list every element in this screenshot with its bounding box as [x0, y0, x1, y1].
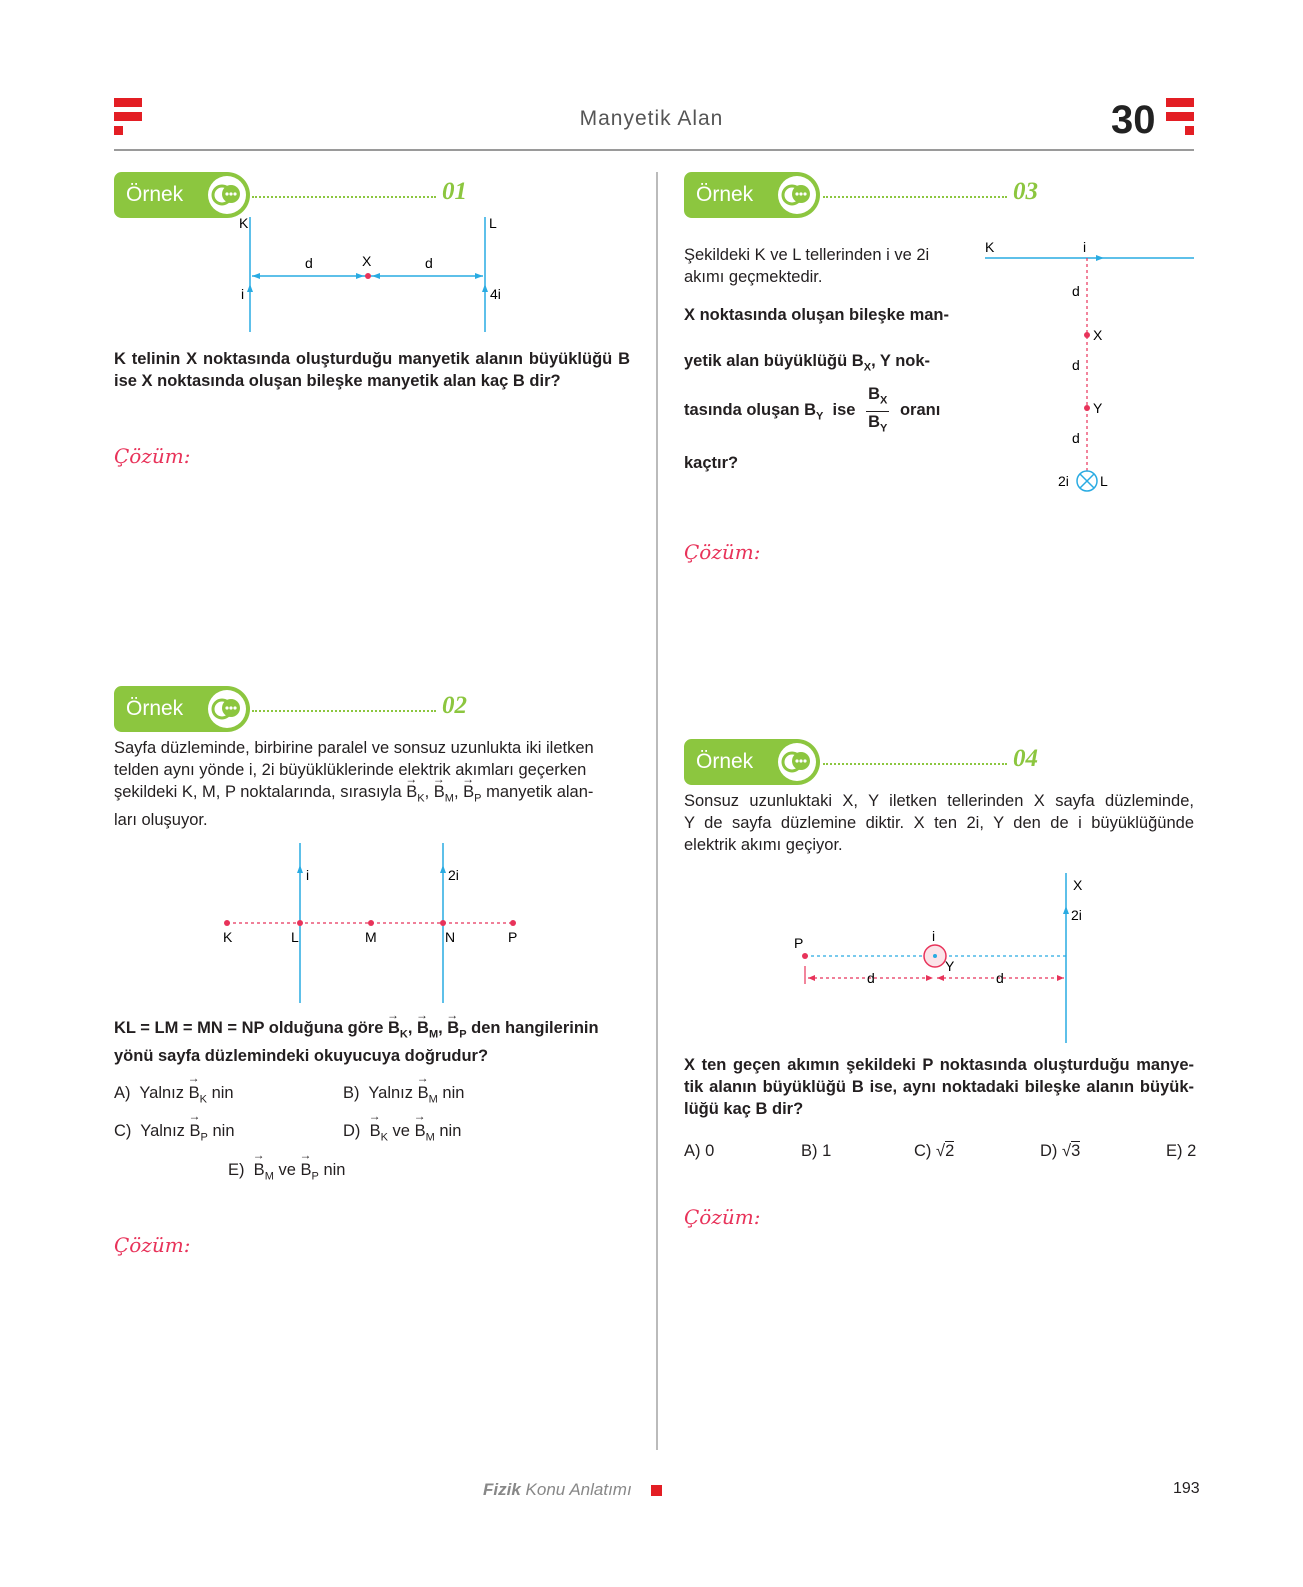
- option-text: Yalnız: [368, 1084, 414, 1102]
- option-b: B) 1: [801, 1142, 832, 1160]
- solution-label-ex03: Çözüm:: [684, 540, 761, 564]
- example-badge-03: [684, 172, 820, 218]
- label-y: Y: [1093, 400, 1103, 416]
- label-l: L: [1100, 473, 1108, 489]
- question-line: X noktasında oluşan bileşke man-: [684, 306, 949, 324]
- option-b: B) Yalnız → $B_M$ nin: [343, 1084, 464, 1105]
- footer-square: [651, 1485, 662, 1496]
- option-e: E) 2: [1166, 1142, 1197, 1160]
- book-title: [483, 1480, 632, 1500]
- option-letter: A): [114, 1084, 131, 1102]
- intro-line: akımı geçmektedir.: [684, 268, 823, 286]
- point-k: [224, 920, 230, 926]
- badge-label: Örnek: [696, 183, 754, 206]
- label-d1: d: [1072, 283, 1080, 299]
- label-4i: 4i: [490, 286, 501, 302]
- speech-bubble-icon: [208, 176, 246, 214]
- label-i: i: [241, 286, 245, 302]
- option-text: Yalnız: [139, 1084, 185, 1102]
- option-letter: D): [1040, 1142, 1058, 1160]
- option-letter: C): [914, 1142, 932, 1160]
- intro-text: şekildeki K, M, P noktalarında, sırasıyla: [114, 783, 402, 801]
- point-l: [297, 920, 303, 926]
- label-k: K: [239, 215, 249, 231]
- label-k: K: [985, 239, 995, 255]
- label-i: i: [306, 867, 310, 883]
- badge-label: Örnek: [126, 697, 184, 720]
- badge-label: Örnek: [126, 183, 184, 206]
- option-text: ve: [392, 1122, 410, 1140]
- label-d2: d: [1072, 357, 1080, 373]
- label-2i: 2i: [1071, 907, 1082, 923]
- example-dots: [252, 710, 436, 712]
- option-d: $D) \to B_K$ ve → $B_M$ nin: [343, 1122, 461, 1143]
- solution-label-ex01: Çözüm:: [114, 444, 191, 468]
- intro-text: manyetik alan-: [486, 783, 594, 801]
- label-l: L: [489, 215, 497, 231]
- question-ex03: [684, 304, 959, 474]
- label-n: N: [445, 929, 456, 945]
- point-x: [1084, 332, 1090, 338]
- question-line: X ten geçen akımın şekildeki P noktasında oluşturduğu manye-: [684, 1056, 1194, 1074]
- intro-line: Sonsuz uzunluktaki X, Y iletken tellerinden X sayfa düzleminde,: [684, 792, 1194, 810]
- intro-line: elektrik akımı geçiyor.: [684, 836, 843, 854]
- option-letter: C): [114, 1122, 132, 1140]
- sqrt-icon: √: [1062, 1142, 1072, 1160]
- option-text: nin: [211, 1084, 234, 1102]
- question-line: tasında oluşan $B_Y$ ise $\frac{B_X}{B_Y}$ oranı: [684, 384, 959, 438]
- page-number: 193: [1173, 1480, 1200, 1497]
- figure-ex01: [225, 212, 510, 337]
- option-letter: B): [343, 1084, 360, 1102]
- column-divider: [656, 172, 658, 1450]
- speech-bubble-icon: [778, 176, 816, 214]
- intro-line: Sayfa düzleminde, birbirine paralel ve sonsuz uzunlukta iki iletken: [114, 739, 594, 757]
- question-line: KL = LM = MN = NP olduğuna göre → $B_K$, → $B_M$, → $B_P$ den hangilerinin: [114, 1017, 630, 1045]
- intro-ex02: [114, 737, 630, 831]
- label-x: X: [362, 253, 372, 269]
- question-line: yetik alan büyüklüğü $B_X$, Y nok-: [684, 352, 931, 374]
- question-text: ise: [832, 401, 856, 420]
- label-m: M: [365, 929, 377, 945]
- question-ex01: K telinin X noktasında oluşturduğu manyetik alanın büyüklüğü B ise X noktasında oluşan bileşke manyetik alan kaç B dir?: [114, 350, 630, 390]
- question-line: lüğü kaç B dir?: [684, 1100, 804, 1118]
- chapter-title: Manyetik Alan: [579, 107, 724, 130]
- point-x: [365, 273, 371, 279]
- intro-line: Y de sayfa düzlemine diktir. X ten 2i, Y den de i büyüklüğünde: [684, 814, 1194, 832]
- label-d2: d: [996, 970, 1004, 986]
- figure-ex03: [980, 236, 1200, 498]
- option-c: [914, 1142, 954, 1161]
- label-2i: 2i: [1058, 473, 1069, 489]
- question-line: tik alanın büyüklüğü B ise, aynı noktadaki bileşke alanın büyük-: [684, 1078, 1194, 1096]
- point-y: [1084, 405, 1090, 411]
- option-text: Yalnız: [140, 1122, 185, 1140]
- label-i: i: [932, 928, 936, 944]
- intro-ex03: [684, 244, 959, 288]
- question-text: yetik alan büyüklüğü B: [684, 352, 864, 370]
- example-dots: [252, 196, 436, 198]
- header-divider: [114, 149, 1194, 151]
- question-text: , Y nok-: [871, 352, 931, 370]
- option-e: $E) \to B_M$ ve → $B_P$ nin: [228, 1161, 345, 1182]
- question-ex04: [684, 1054, 1194, 1120]
- book-title-rest: Konu Anlatımı: [525, 1480, 632, 1499]
- example-number: 03: [1013, 178, 1038, 205]
- example-number: 02: [442, 692, 467, 719]
- question-line: kaçtır?: [684, 453, 739, 472]
- option-text: nin: [323, 1161, 346, 1179]
- label-2i: 2i: [448, 867, 459, 883]
- label-p: P: [794, 935, 804, 951]
- sqrt-icon: √: [936, 1142, 946, 1160]
- question-ex02: [114, 1017, 630, 1067]
- label-k: K: [223, 929, 233, 945]
- intro-line: Şekildeki K ve L tellerinden i ve 2i: [684, 246, 930, 264]
- point-p: [510, 920, 516, 926]
- option-a: A) 0: [684, 1142, 715, 1160]
- option-value: 3: [1071, 1142, 1081, 1160]
- example-dots: [823, 763, 1007, 765]
- option-c: C) Yalnız → $B_P$ nin: [114, 1122, 235, 1143]
- figure-ex02: [215, 838, 525, 1008]
- option-text: nin: [442, 1084, 465, 1102]
- point-n: [440, 920, 446, 926]
- example-number: 01: [442, 178, 467, 205]
- label-d2: d: [425, 255, 433, 271]
- current-arrow-l: [482, 284, 488, 292]
- example-badge-02: [114, 686, 250, 732]
- speech-bubble-icon: [778, 743, 816, 781]
- option-text: nin: [212, 1122, 235, 1140]
- option-a: A) Yalnız → $B_K$ nin: [114, 1084, 234, 1105]
- question-text: oranı: [899, 401, 941, 420]
- point-m: [368, 920, 374, 926]
- label-x: X: [1073, 877, 1083, 893]
- option-letter: E): [228, 1161, 245, 1179]
- example-dots: [823, 196, 1007, 198]
- intro-line: telden aynı yönde i, 2i büyüklüklerinde elektrik akımları geçerken: [114, 761, 587, 779]
- label-d1: d: [867, 970, 875, 986]
- label-p: P: [508, 929, 518, 945]
- option-value: 2: [945, 1142, 955, 1160]
- option-d: [1040, 1142, 1080, 1161]
- label-l: L: [291, 929, 299, 945]
- current-arrow-k: [247, 284, 253, 292]
- question-text: den hangilerinin: [471, 1019, 599, 1037]
- option-letter: D): [343, 1122, 361, 1140]
- speech-bubble-icon: [208, 690, 246, 728]
- brand-logo-right: [1166, 98, 1194, 138]
- label-y: Y: [945, 958, 955, 974]
- label-x: X: [1093, 327, 1103, 343]
- badge-label: Örnek: [696, 750, 754, 773]
- point-p: [802, 953, 808, 959]
- intro-ex04: [684, 790, 1194, 856]
- question-text: tasında oluşan B: [684, 401, 817, 420]
- solution-label-ex02: Çözüm:: [114, 1233, 191, 1257]
- intro-line: ları oluşuyor.: [114, 811, 208, 830]
- example-number: 04: [1013, 745, 1038, 772]
- example-badge-04: [684, 739, 820, 785]
- book-title-bold: Fizik: [483, 1480, 521, 1499]
- label-d1: d: [305, 255, 313, 271]
- intro-line: şekildeki K, M, P noktalarında, sırasıyla → $B_K$, → $B_M$, → $B_P$ manyetik alan-: [114, 781, 630, 809]
- option-text: ve: [278, 1161, 296, 1179]
- option-text: nin: [439, 1122, 462, 1140]
- ratio-fraction: $\frac{B_X}{B_Y}$: [868, 385, 888, 434]
- question-text: KL = LM = MN = NP olduğuna göre: [114, 1019, 384, 1037]
- figure-ex04: [790, 868, 1090, 1048]
- question-line: yönü sayfa düzlemindeki okuyucuya doğrudur?: [114, 1047, 489, 1066]
- solution-label-ex04: Çözüm:: [684, 1205, 761, 1229]
- label-d3: d: [1072, 430, 1080, 446]
- unit-number: 30: [1111, 98, 1156, 142]
- label-i: i: [1083, 239, 1087, 255]
